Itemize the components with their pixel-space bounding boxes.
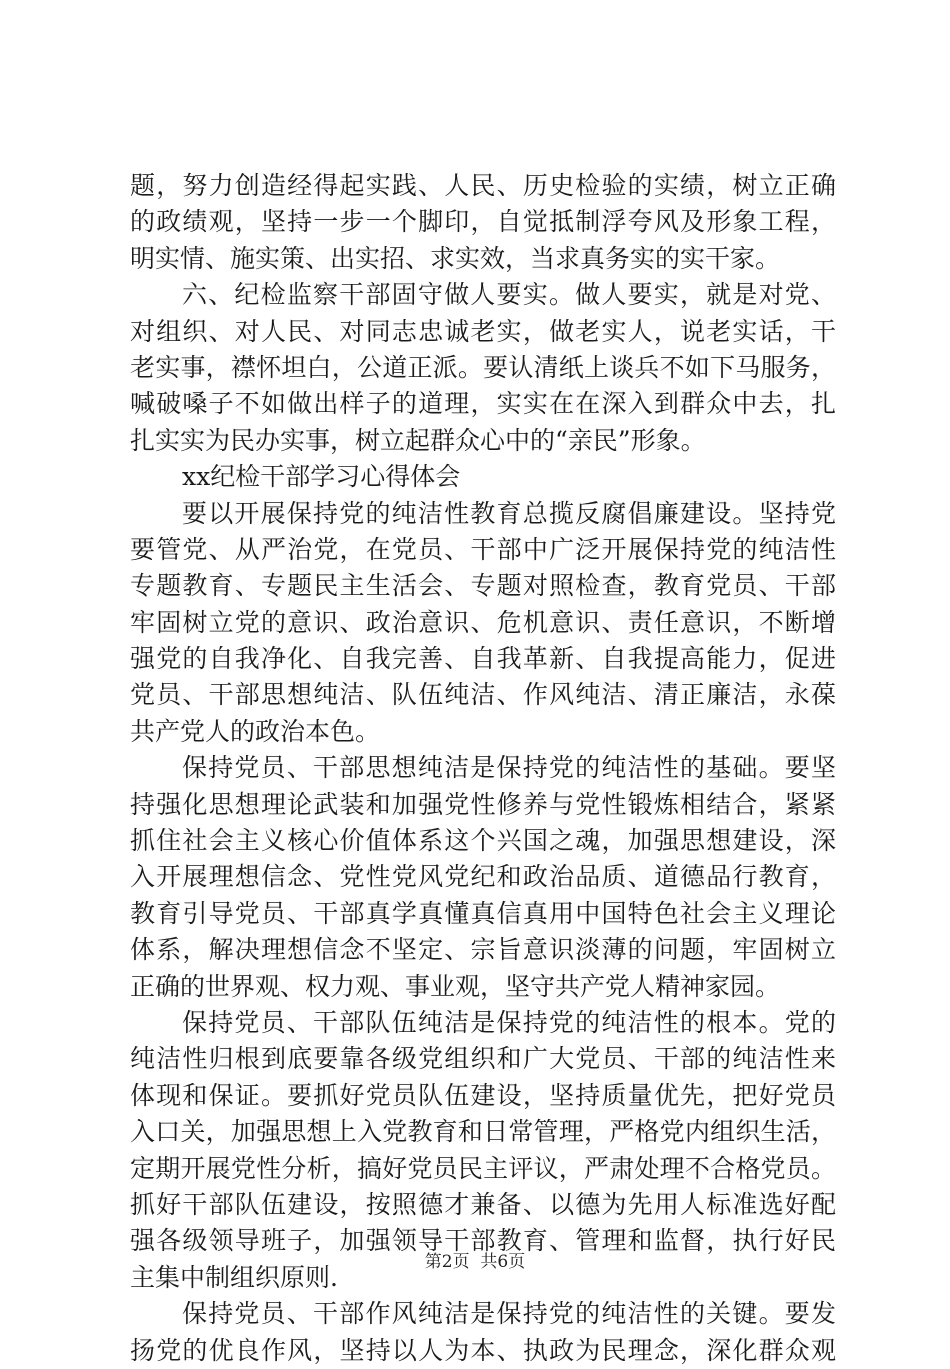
text-line: 专题教育、专题民主生活会、专题对照检查，教育党员、干部	[130, 571, 836, 601]
page-footer	[0, 1250, 950, 1274]
text-line: 老实事，襟怀坦白，公道正派。要认清纸上谈兵不如下马服务，	[130, 352, 836, 382]
text-line: 要以开展保持党的纯洁性教育总揽反腐倡廉建设。坚持党	[182, 498, 836, 528]
text-line: 党员、干部思想纯洁、队伍纯洁、作风纯洁、清正廉洁，永葆	[130, 680, 836, 710]
text-line: 保持党员、干部作风纯洁是保持党的纯洁性的关键。要发	[182, 1299, 836, 1329]
text-line: 题，努力创造经得起实践、人民、历史检验的实绩，树立正确	[130, 171, 836, 200]
paragraph	[130, 459, 836, 495]
text-line: 对组织、对人民、对同志忠诚老实，做老实人，说老实话，干	[130, 316, 836, 346]
text-line: 抓好干部队伍建设，按照德才兼备、以德为先用人标准选好配	[130, 1189, 836, 1219]
text-line: 纯洁性归根到底要靠各级党组织和广大党员、干部的纯洁性来	[130, 1044, 836, 1074]
text-line: 体系，解决理想信念不坚定、宗旨意识淡薄的问题，牢固树立	[130, 935, 836, 965]
document-body	[130, 168, 836, 1369]
paragraph	[130, 1296, 836, 1369]
text-line: 正确的世界观、权力观、事业观，坚守共产党人精神家园。	[130, 971, 781, 1001]
paragraph	[130, 277, 836, 459]
text-line: 要管党、从严治党，在党员、干部中广泛开展保持党的纯洁性	[130, 534, 836, 564]
text-line: 体现和保证。要抓好党员队伍建设，坚持质量优先，把好党员	[130, 1080, 836, 1110]
text-line: 扬党的优良作风，坚持以人为本、执政为民理念，深化群众观	[130, 1335, 836, 1365]
text-line: 入口关，加强思想上入党教育和日常管理，严格党内组织生活，	[130, 1117, 836, 1147]
text-line: 教育引导党员、干部真学真懂真信真用中国特色社会主义理论	[130, 898, 836, 928]
text-line: 入开展理想信念、党性党风党纪和政治品质、道德品行教育，	[130, 862, 836, 892]
text-line: 保持党员、干部队伍纯洁是保持党的纯洁性的根本。党的	[182, 1007, 836, 1037]
text-line: 强党的自我净化、自我完善、自我革新、自我提高能力，促进	[130, 644, 836, 674]
text-line: 共产党人的政治本色。	[130, 716, 381, 746]
paragraph	[130, 496, 836, 751]
paragraph	[130, 750, 836, 1005]
text-line: 牢固树立党的意识、政治意识、危机意识、责任意识，不断增	[130, 607, 836, 637]
text-line: 主集中制组织原则.	[130, 1262, 338, 1292]
text-line: 扎实实为民办实事，树立起群众心中的“亲民”形象。	[130, 425, 706, 455]
text-line: 明实情、施实策、出实招、求实效，当求真务实的实干家。	[130, 243, 781, 273]
text-line: 保持党员、干部思想纯洁是保持党的纯洁性的基础。要坚	[182, 753, 836, 783]
page-total: 共6页	[480, 1252, 526, 1272]
text-line: 定期开展党性分析，搞好党员民主评议，严肃处理不合格党员。	[130, 1153, 836, 1183]
footer-separator	[470, 1252, 481, 1272]
paragraph	[130, 168, 836, 277]
text-line: 强各级领导班子，加强领导干部教育、管理和监督，执行好民	[130, 1226, 836, 1256]
page-number: 第2页	[424, 1252, 470, 1272]
text-line: 的政绩观，坚持一步一个脚印，自觉抵制浮夸风及形象工程，	[130, 207, 836, 237]
text-line: 喊破嗓子不如做出样子的道理，实实在在深入到群众中去，扎	[130, 389, 836, 419]
text-line: 抓住社会主义核心价值体系这个兴国之魂，加强思想建设，深	[130, 826, 836, 856]
text-line: 六、纪检监察干部固守做人要实。做人要实，就是对党、	[182, 280, 836, 310]
text-line: 持强化思想理论武装和加强党性修养与党性锻炼相结合，紧紧	[130, 789, 836, 819]
text-line: xx纪检干部学习心得体会	[182, 462, 461, 492]
